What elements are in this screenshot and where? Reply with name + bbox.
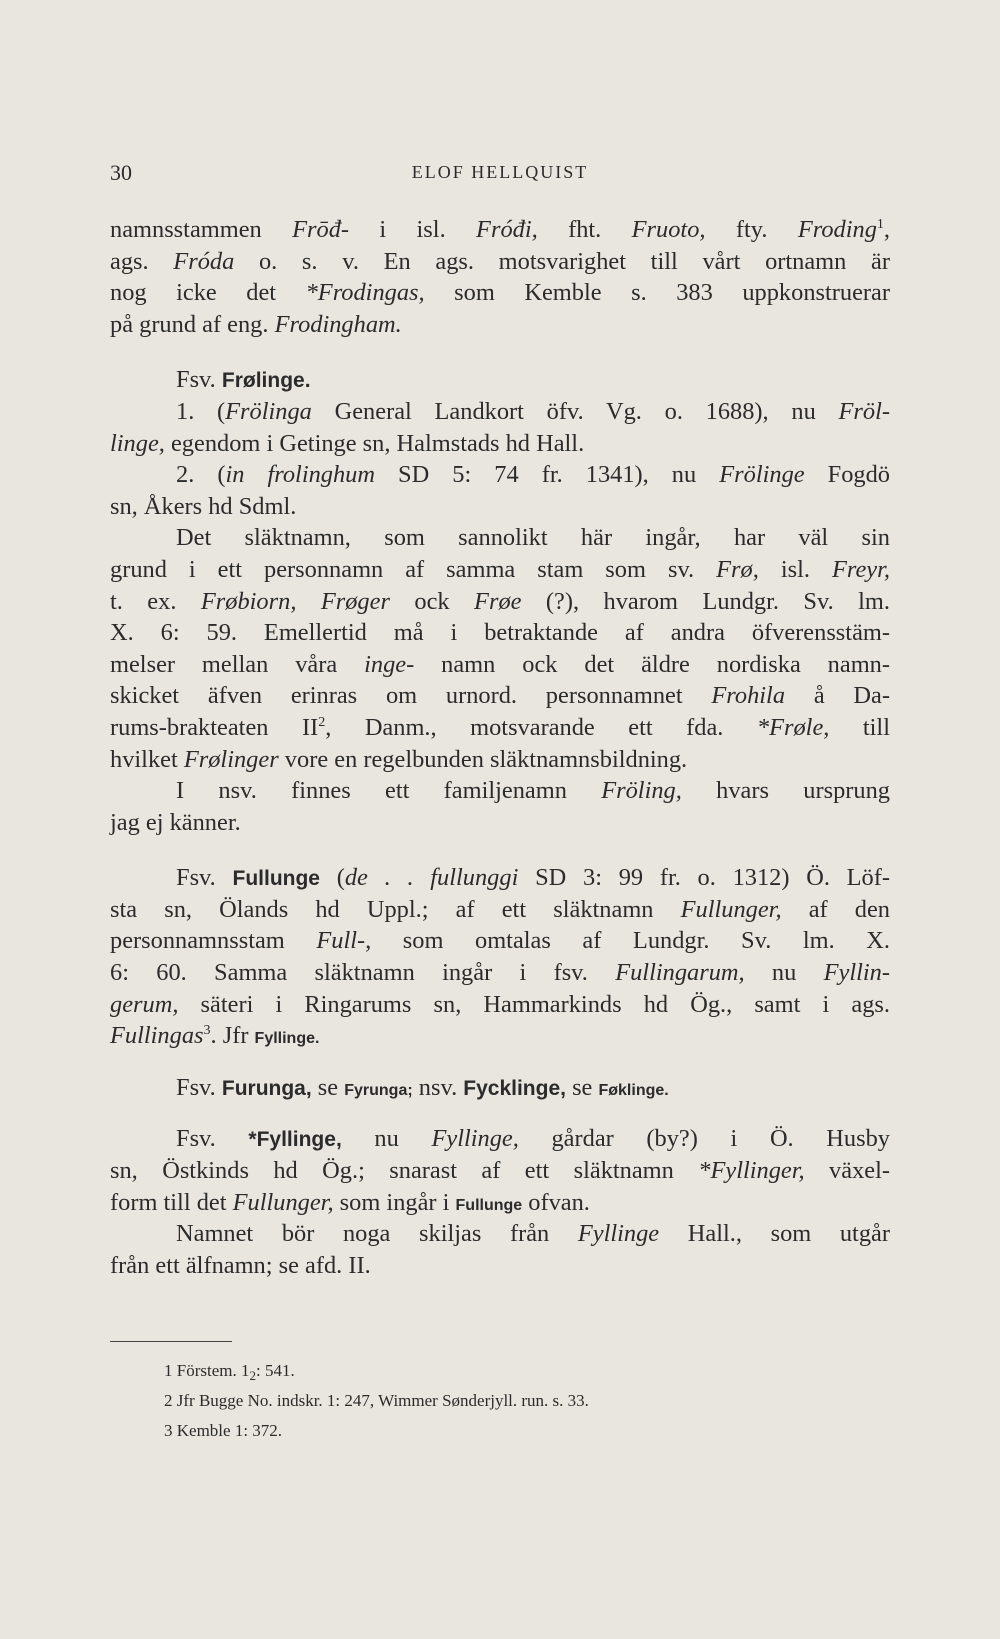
text-line: sta sn, Ölands hd Uppl.; af ett släktnamn Fullunger, af den [110, 895, 890, 923]
main-text [110, 214, 890, 1281]
text-line: linge, egendom i Getinge sn, Halmstads hd Hall. [110, 429, 585, 457]
text-line: rums-brakteaten $II^2$, Danm., motsvarande ett fda. *Frøle, till [110, 713, 890, 741]
text-line: gerum, säteri i Ringarums sn, Hammarkinds hd Ög., samt i ags. [110, 990, 890, 1018]
running-head: ELOF HELLQUIST [411, 162, 589, 182]
text-line: sn, Östkinds hd Ög.; snarast af ett släktnamn *Fyllinger, växel- [110, 1157, 891, 1185]
text-line: 1. (Frölinga General Landkort öfv. Vg. o. 1688), nu Fröl- [176, 397, 890, 425]
entry-heading: Fsv. *Fyllinge, nu Fyllinge, gårdar (by?) i Ö. Husby [176, 1125, 890, 1153]
text-line: Fullingas$^3$. Jfr Fyllinge. [110, 1022, 320, 1050]
text-line: på grund af eng. Frodingham. [110, 310, 402, 338]
text-line: 2. (in frolinghum SD 5: 74 fr. 1341), nu Frölinge Fogdö [176, 461, 891, 489]
footnote-rule [110, 1341, 232, 1342]
text-line: namnsstammen Frōđ- i isl. Fróđi, fht. Fruoto, fty. Froding$^1$, [110, 216, 890, 243]
text-line: från ett älfnamn; se afd. II. [110, 1251, 371, 1279]
text-line: personnamnsstam Full-, som omtalas af Lundgr. Sv. lm. X. [110, 927, 890, 955]
entry-heading: Fsv. Furunga, se Fyrunga; nsv. Fycklinge, se Føklinge. [176, 1073, 669, 1101]
text-line: grund i ett personnamn af samma stam som sv. Frø, isl. Freyr, [110, 555, 890, 583]
footnote: 1 Förstem. $1_2$: 541. [164, 1361, 295, 1383]
text-line: Namnet bör noga skiljas från Fyllinge Hall., som utgår [176, 1220, 890, 1248]
page-number: 30 [110, 160, 132, 185]
page-header [110, 160, 890, 190]
text-line: X. 6: 59. Emellertid må i betraktande af andra öfverensstäm- [110, 619, 890, 647]
text-line: ags. Fróda o. s. v. En ags. motsvarighet till vårt ortnamn är [110, 247, 890, 275]
text-line: Det släktnamn, som sannolikt här ingår, har väl sin [176, 524, 890, 552]
text-line: I nsv. finnes ett familjenamn Fröling, hvars ursprung [176, 777, 890, 805]
text-line: 6: 60. Samma släktnamn ingår i fsv. Fullingarum, nu Fyllin- [110, 959, 890, 987]
text-line: hvilket Frølinger vore en regelbunden släktnamnsbildning. [110, 745, 688, 773]
entry-heading: Fsv. Frølinge. [176, 366, 311, 394]
footnote: 3 Kemble 1: 372. [164, 1421, 283, 1440]
text-line: jag ej känner. [110, 808, 241, 836]
text-line: sn, Åkers hd Sdml. [110, 492, 297, 520]
text-line: melser mellan våra inge- namn ock det äldre nordiska namn- [110, 650, 890, 678]
text-line: skicket äfven erinras om urnord. personnamnet Frohila å Da- [110, 682, 890, 710]
text-line: nog icke det *Frodingas, som Kemble s. 383 uppkonstruerar [110, 279, 890, 307]
entry-heading: Fsv. Fullunge (de . . fullunggi SD 3: 99 fr. o. 1312) Ö. Löf- [176, 864, 890, 892]
text-line: form till det Fullunger, som ingår i Fullunge ofvan. [110, 1188, 590, 1216]
footnotes [164, 1356, 884, 1446]
text-line: t. ex. Frøbiorn, Frøger ock Frøe (?), hvarom Lundgr. Sv. lm. [110, 587, 890, 615]
footnote: 2 Jfr Bugge No. indskr. 1: 247, Wimmer Sønderjyll. run. s. 33. [164, 1391, 589, 1410]
